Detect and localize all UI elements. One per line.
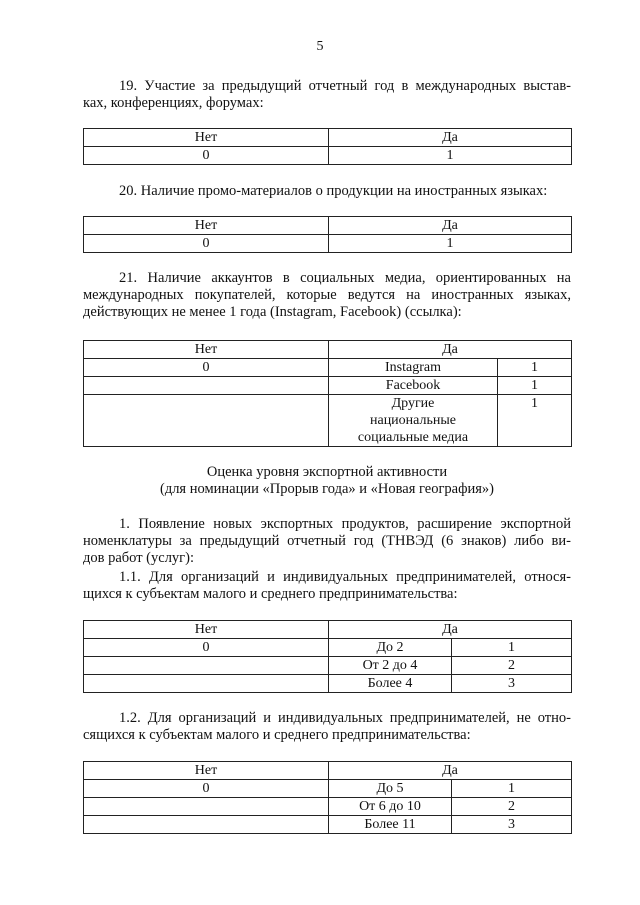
option-label: Более 4	[329, 675, 452, 693]
no-header: Нет	[84, 341, 329, 359]
empty-cell	[84, 395, 329, 447]
no-value: 0	[84, 639, 329, 657]
section-title	[83, 464, 571, 498]
text-line: ках, конференциях, форумах:	[83, 95, 264, 111]
empty-cell	[84, 675, 329, 693]
text-line: действующих не менее 1 года (Instagram, Facebook) (ссылка):	[83, 304, 462, 320]
yes-header: Да	[329, 129, 572, 147]
option-value: 3	[452, 816, 572, 834]
text-line: 21. Наличие аккаунтов в социальных медиа, ориентированных на	[119, 270, 571, 286]
option-label: Более 11	[329, 816, 452, 834]
yes-header: Да	[329, 217, 572, 235]
no-header: Нет	[84, 762, 329, 780]
yes-header: Да	[329, 762, 572, 780]
question-19-table	[83, 128, 572, 165]
option-label: Instagram	[329, 359, 498, 377]
section-title-line: Оценка уровня экспортной активности	[206, 464, 448, 480]
question-20-text	[83, 183, 571, 200]
yes-header: Да	[329, 341, 572, 359]
empty-cell	[84, 377, 329, 395]
text-line: 1.1. Для организаций и индивидуальных предпринимателей, относя-	[119, 569, 571, 585]
option-value: 1	[498, 377, 572, 395]
text-line: щихся к субъектам малого и среднего предпринимательства:	[83, 586, 458, 602]
no-value: 0	[84, 780, 329, 798]
question-20-table	[83, 216, 572, 253]
no-header: Нет	[84, 217, 329, 235]
text-line: 1.2. Для организаций и индивидуальных предпринимателей, не отно-	[119, 710, 571, 726]
question-19-text	[83, 78, 571, 112]
empty-cell	[84, 816, 329, 834]
option-value: 1	[498, 359, 572, 377]
page-number: 5	[316, 39, 324, 54]
text-line: 1. Появление новых экспортных продуктов, расширение экспортной	[119, 516, 571, 532]
item-1-2-table	[83, 761, 572, 834]
option-label: От 2 до 4	[329, 657, 452, 675]
option-label: До 2	[329, 639, 452, 657]
text-line: дов работ (услуг):	[83, 550, 194, 566]
no-header: Нет	[84, 621, 329, 639]
option-value: 1	[498, 395, 572, 447]
section-subtitle-line: (для номинации «Прорыв года» и «Новая география»)	[159, 481, 495, 497]
option-value: 3	[452, 675, 572, 693]
question-21-text	[83, 270, 571, 321]
item-1-text	[83, 516, 571, 567]
no-header: Нет	[84, 129, 329, 147]
text-line: международных покупателей, которые ведутся на иностранных языках,	[83, 287, 571, 303]
empty-cell	[84, 798, 329, 816]
option-value: 1	[452, 780, 572, 798]
option-label: От 6 до 10	[329, 798, 452, 816]
text-line: номенклатуры за предыдущий отчетный год (ТНВЭД (6 знаков) либо ви-	[83, 533, 571, 549]
option-label: До 5	[329, 780, 452, 798]
item-1-1-table	[83, 620, 572, 693]
text-line: 19. Участие за предыдущий отчетный год в международных выстав-	[119, 78, 571, 94]
option-label: Facebook	[329, 377, 498, 395]
no-value: 0	[84, 147, 329, 165]
option-value: 2	[452, 798, 572, 816]
empty-cell	[84, 657, 329, 675]
no-value: 0	[84, 359, 329, 377]
yes-value: 1	[329, 235, 572, 253]
item-1-1-text	[83, 569, 571, 603]
no-value: 0	[84, 235, 329, 253]
option-value: 2	[452, 657, 572, 675]
question-21-table	[83, 340, 572, 447]
option-value: 1	[452, 639, 572, 657]
item-1-2-text	[83, 710, 571, 744]
text-line: 20. Наличие промо-материалов о продукции на иностранных языках:	[119, 183, 548, 199]
option-label: Другие национальные социальные медиа	[329, 395, 498, 447]
yes-header: Да	[329, 621, 572, 639]
yes-value: 1	[329, 147, 572, 165]
text-line: сящихся к субъектам малого и среднего предпринимательства:	[83, 727, 471, 743]
